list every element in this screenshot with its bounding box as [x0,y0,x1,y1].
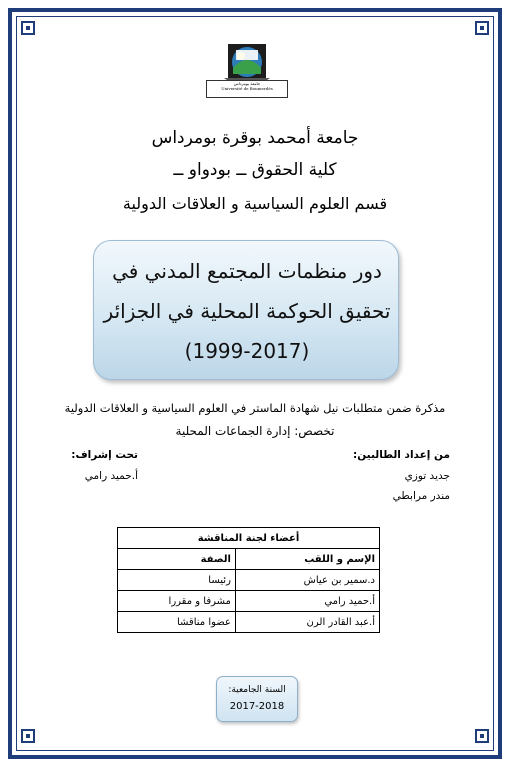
table-row [118,612,380,633]
students-label: من إعداد الطالبين: [353,449,450,461]
department-name: قسم العلوم السياسية و العلاقات الدولية [122,194,388,213]
table-row [118,591,380,612]
page-border-inner [16,16,494,751]
member-role: رئيسا [118,570,236,591]
student-name: جديد توزي [404,470,450,482]
corner-ornament [475,729,489,743]
academic-year-box [216,676,298,722]
academic-year-label: السنة الجامعية: [228,685,286,695]
supervisor-label: تحت إشراف: [71,449,138,461]
member-name: أ.حميد رامي [235,591,379,612]
header-name: الإسم و اللقب [235,549,379,570]
table-row [118,570,380,591]
logo-caption-fr: Université de Boumerdès [221,86,273,91]
corner-ornament [21,21,35,35]
logo-caption [206,80,288,98]
memo-description: مذكرة ضمن متطلبات نيل شهادة الماستر في العلوم السياسية و العلاقات الدولية [64,401,446,415]
student-name: مندر مرابطي [392,490,450,502]
header-role: الصفة [118,549,236,570]
corner-ornament [475,21,489,35]
thesis-title-box [93,240,399,380]
thesis-title-line-1: دور منظمات المجتمع المدني في [112,259,382,283]
supervisor-name: أ.حميد رامي [84,470,138,482]
logo-caption-ar: جامعة بومرداس [233,81,261,86]
academic-year-value: 2017-2018 [229,701,285,712]
member-role: مشرفا و مقررا [118,591,236,612]
thesis-title-years: (1999-2017) [184,339,310,363]
member-name: أ.عبد القادر الرن [235,612,379,633]
committee-title: أعضاء لجنة المناقشة [118,528,380,549]
member-name: د.سمير بن عياش [235,570,379,591]
faculty-name: كلية الحقوق ــ بودواو ــ [173,160,337,180]
member-role: عضوا مناقشا [118,612,236,633]
committee-table [117,527,380,633]
university-name: جامعة أمحمد بوقرة بومرداس [151,128,359,148]
specialty: تخصص: إدارة الجماعات المحلية [175,424,335,438]
thesis-title-line-2: تحقيق الحوكمة المحلية في الجزائر [103,299,391,323]
corner-ornament [21,729,35,743]
